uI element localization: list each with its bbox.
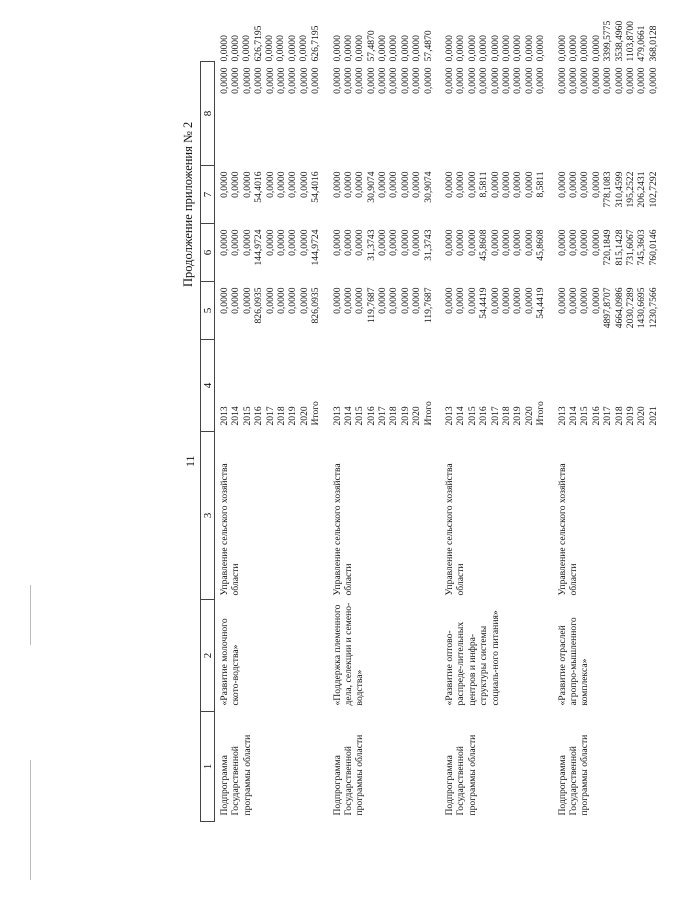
col6-values: 0,0000 0,0000 0,0000 30,9074 0,0000 0,0000 0,0000 0,0000 30,9074 — [331, 171, 434, 203]
col6-values: 0,0000 0,0000 0,0000 8,5811 0,0000 0,0000 0,0000 0,0000 8,5811 — [444, 171, 547, 198]
executor: Управление сельского хозяйства области — [331, 463, 354, 596]
years-list: 2013 2014 2015 2016 2017 2018 2019 2020 2021 — [556, 406, 659, 426]
col4-values: 0,0000 0,0000 0,0000 54,4419 0,0000 0,0000 0,0000 0,0000 54,4419 — [444, 287, 547, 319]
appendix-title: Продолжение приложения № 2 — [181, 121, 195, 287]
col4-values: 0,0000 0,0000 0,0000 826,0935 0,0000 0,0000 0,0000 0,0000 826,0935 — [219, 287, 322, 324]
scan-margin-mark — [30, 585, 31, 645]
subprogram-name: «Развитие молочного ското-водства» — [219, 618, 242, 706]
subprogram-type: Подпрограмма Государственной программы области — [331, 734, 366, 816]
years-list: 2013 2014 2015 2016 2017 2018 2019 2020 Итого — [219, 401, 322, 426]
subprogram-type: Подпрограмма Государственной программы области — [219, 734, 253, 816]
header-col-5: 5 — [201, 282, 215, 340]
col4-values: 0,0000 0,0000 0,0000 0,0000 4897,8707 4664,0986 2030,7289 1430,6695 1230,7566 — [556, 287, 659, 329]
rotated-content — [180, 20, 700, 842]
executor: Управление сельского хозяйства области — [556, 463, 579, 596]
header-row — [201, 62, 215, 822]
col5-values: 0,0000 0,0000 0,0000 31,3743 0,0000 0,0000 0,0000 0,0000 31,3743 — [331, 229, 434, 261]
table-row: Подпрограмма Государственной программы области «Поддержка племенного дела, селекции и семено-водства» Управление сельского хозяйства области 2013 2014 2015 2016 2017 2018 2019 2020 Итого 0,0000 0,0000 0,0000 119,7687 0,0000 0,0000 0,0000 0,0000 119,7687 0,0000 0,0000 0,0000 31,3743 0,0000 0,0000 0,0000 0,0000 31,3743 0,0000 0,0000 0,0000 30,9074 0,0000 0,0000 0,0000 0,0000 30,9074 0,0000 0,0000 0,0000 0,0000 0,0000 0,0000 0,0000 0,0000 0,0000 0,0000 0,0000 0,0000 57,4870 0,0000 0,0000 0,0000 0,0000 57,4870 — [328, 62, 441, 822]
table-row: Подпрограмма Государственной программы области «Развитие молочного ското-водства» Управление сельского хозяйства области 2013 2014 2015 2016 2017 2018 2019 2020 Итого 0,0000 0,0000 0,0000 826,0935 0,0000 0,0000 0,0000 0,0000 826,0935 0,0000 0,0000 0,0000 144,9724 0,0000 0,0000 0,0000 0,0000 144,9724 0,0000 0,0000 0,0000 54,4016 0,0000 0,0000 0,0000 0,0000 54,4016 0,0000 0,0000 0,0000 0,0000 0,0000 0,0000 0,0000 0,0000 0,0000 0,0000 0,0000 0,0000 626,7195 0,0000 0,0000 0,0000 0,0000 626,7195 — [215, 62, 328, 822]
page-number: 11 — [183, 455, 197, 467]
header-col-7: 7 — [201, 166, 215, 224]
subprogram-type: Подпрограмма Государственной программы области — [556, 734, 591, 816]
subprogram-name: «Развитие отраслей агропро-мышленного комплекса» — [556, 617, 591, 706]
table-row: Подпрограмма Государственной программы области «Развитие отраслей агропро-мышленного комплекса» Управление сельского хозяйства области 2013 2014 2015 2016 2017 2018 2019 2020 2021 0,0000 0,0000 0,0000 0,0000 4897,8707 4664,0986 2030,7289 1430,6695 1230,7566 0,0000 0,0000 0,0000 0,0000 720,1849 815,1428 731,6067 745,3603 760,0146 0,0000 0,0000 0,0000 0,0000 778,1083 310,4599 195,2522 206,2431 102,7292 0,0000 0,0000 0,0000 0,0000 0,0000 0,0000 0,0000 0,0000 0,0000 0,0000 0,0000 0,0000 0,0000 3399,5775 3538,4960 1103,8700 479,0661 368,0128 — [553, 62, 666, 822]
financing-table — [200, 20, 665, 823]
header-col-3: 3 — [201, 432, 215, 600]
subprogram-type: Подпрограмма Государственной программы области — [444, 734, 478, 816]
col7-values: 0,0000 0,0000 0,0000 0,0000 0,0000 0,0000 0,0000 0,0000 0,0000 — [556, 67, 659, 94]
executor: Управление сельского хозяйства области — [444, 463, 467, 596]
col5-values: 0,0000 0,0000 0,0000 0,0000 720,1849 815,1428 731,6067 745,3603 760,0146 — [556, 229, 659, 266]
col7-values: 0,0000 0,0000 0,0000 0,0000 0,0000 0,0000 0,0000 0,0000 0,0000 — [219, 67, 322, 94]
scan-margin-mark — [30, 760, 31, 880]
col7-values: 0,0000 0,0000 0,0000 0,0000 0,0000 0,0000 0,0000 0,0000 0,0000 — [444, 67, 547, 94]
years-list: 2013 2014 2015 2016 2017 2018 2019 2020 Итого — [331, 401, 434, 426]
col6-values: 0,0000 0,0000 0,0000 54,4016 0,0000 0,0000 0,0000 0,0000 54,4016 — [219, 171, 322, 203]
col5-values: 0,0000 0,0000 0,0000 144,9724 0,0000 0,0000 0,0000 0,0000 144,9724 — [219, 229, 322, 266]
executor: Управление сельского хозяйства области — [219, 463, 242, 596]
header-col-2: 2 — [201, 600, 215, 712]
header-col-6: 6 — [201, 224, 215, 282]
col7-values: 0,0000 0,0000 0,0000 0,0000 0,0000 0,0000 0,0000 0,0000 0,0000 — [331, 67, 434, 94]
header-col-4: 4 — [201, 340, 215, 432]
col5-values: 0,0000 0,0000 0,0000 45,8608 0,0000 0,0000 0,0000 0,0000 45,8608 — [444, 229, 547, 261]
header-col-8: 8 — [201, 62, 215, 166]
col4-values: 0,0000 0,0000 0,0000 119,7687 0,0000 0,0000 0,0000 0,0000 119,7687 — [331, 287, 434, 324]
col6-values: 0,0000 0,0000 0,0000 0,0000 778,1083 310,4599 195,2522 206,2431 102,7292 — [556, 171, 659, 208]
years-list: 2013 2014 2015 2016 2017 2018 2019 2020 Итого — [444, 401, 547, 426]
table-row: Подпрограмма Государственной программы области «Развитие оптово-распреде-лительных центров и инфра-структуры системы социаль-ного питания» Управление сельского хозяйства области 2013 2014 2015 2016 2017 2018 2019 2020 Итого 0,0000 0,0000 0,0000 54,4419 0,0000 0,0000 0,0000 0,0000 54,4419 0,0000 0,0000 0,0000 45,8608 0,0000 0,0000 0,0000 0,0000 45,8608 0,0000 0,0000 0,0000 8,5811 0,0000 0,0000 0,0000 0,0000 8,5811 0,0000 0,0000 0,0000 0,0000 0,0000 0,0000 0,0000 0,0000 0,0000 0,0000 0,0000 0,0000 0,0000 0,0000 0,0000 0,0000 0,0000 0,0000 — [440, 62, 553, 822]
subprogram-name: «Развитие оптово-распреде-лительных центров и инфра-структуры системы социаль-ного питания» — [444, 610, 501, 706]
subprogram-name: «Поддержка племенного дела, селекции и семено-водства» — [331, 602, 366, 706]
header-col-1: 1 — [201, 712, 215, 822]
